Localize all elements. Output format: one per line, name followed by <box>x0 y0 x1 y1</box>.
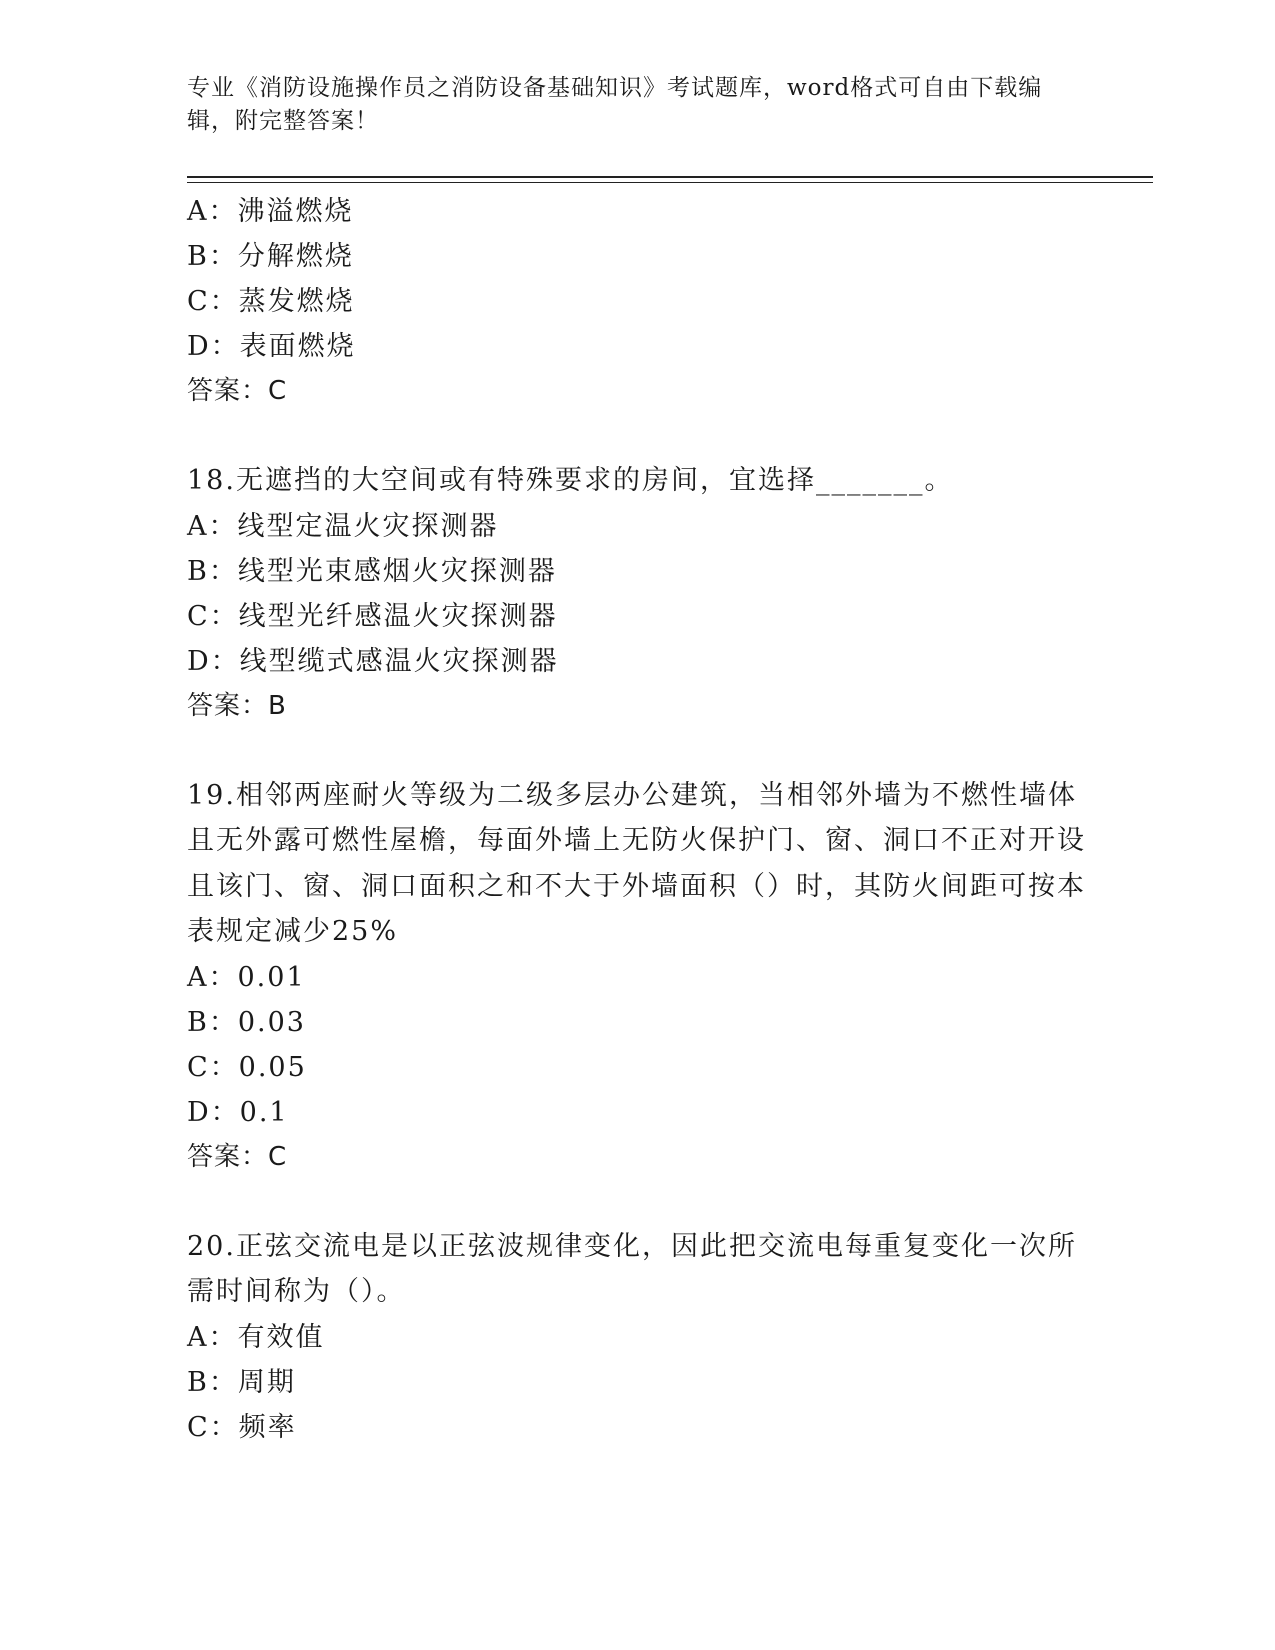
option-d: D：表面燃烧 <box>187 331 356 362</box>
option-c: C：蒸发燃烧 <box>187 286 355 317</box>
option-a: A：沸溢燃烧 <box>187 196 354 227</box>
answer: 答案：C <box>187 376 288 406</box>
option-c: C：线型光纤感温火灾探测器 <box>187 600 558 632</box>
option-b: B：线型光束感烟火灾探测器 <box>187 555 557 587</box>
question-block-20 <box>187 1224 1087 1450</box>
question-block-18 <box>187 458 1087 729</box>
question-stem: 19.相邻两座耐火等级为二级多层办公建筑，当相邻外墙为不燃性墙体且无外露可燃性屋檐，每面外墙上无防火保护门、窗、洞口不正对开设且该门、窗、洞口面积之和不大于外墙面积（）时，其防火间距可按本表规定减少25% <box>187 779 1086 947</box>
answer: 答案：B <box>187 690 287 721</box>
answer: 答案：C <box>187 1141 288 1172</box>
option-c: C：频率 <box>187 1411 297 1443</box>
option-b: B：分解燃烧 <box>187 241 354 272</box>
question-stem: 20.正弦交流电是以正弦波规律变化，因此把交流电每重复变化一次所需时间称为（）。 <box>187 1230 1077 1307</box>
question-block-17 <box>187 189 1087 414</box>
option-c: C：0.05 <box>187 1051 307 1083</box>
option-a: A：0.01 <box>187 961 306 993</box>
header-rule-thin <box>187 182 1153 183</box>
document-header: 专业《消防设施操作员之消防设备基础知识》考试题库，word格式可自由下载编辑，附完整答案！ <box>187 75 1043 134</box>
option-b: B：0.03 <box>187 1006 306 1038</box>
option-d: D：0.1 <box>187 1096 289 1128</box>
option-d: D：线型缆式感温火灾探测器 <box>187 645 559 677</box>
option-a: A：线型定温火灾探测器 <box>187 510 499 542</box>
question-stem: 18.无遮挡的大空间或有特殊要求的房间，宜选择_______。 <box>187 465 954 496</box>
option-b: B：周期 <box>187 1366 296 1398</box>
header-rule-thick <box>187 176 1153 178</box>
option-a: A：有效值 <box>187 1321 325 1353</box>
question-block-19 <box>187 773 1087 1180</box>
question-list <box>187 189 1087 1450</box>
